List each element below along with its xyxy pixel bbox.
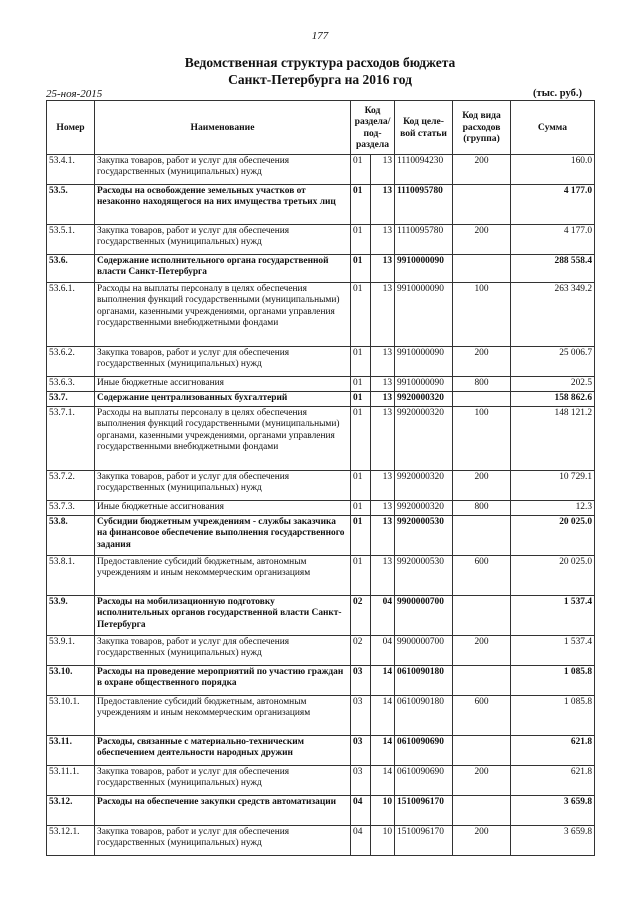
row-subsection-cell: 13 bbox=[371, 155, 395, 185]
row-number-cell: 53.9.1. bbox=[47, 636, 95, 666]
row-name-cell: Содержание исполнительного органа государственной власти Санкт-Петербурга bbox=[95, 255, 351, 283]
row-target-cell: 1110095780 bbox=[395, 185, 453, 225]
table-row bbox=[47, 556, 595, 596]
row-section-cell: 04 bbox=[351, 796, 371, 826]
row-amount-cell: 4 177.0 bbox=[511, 225, 595, 255]
table-row bbox=[47, 696, 595, 736]
row-section-cell: 01 bbox=[351, 516, 371, 556]
row-number-cell: 53.6. bbox=[47, 255, 95, 283]
row-number-cell: 53.7.1. bbox=[47, 407, 95, 471]
row-target-cell: 9900000700 bbox=[395, 596, 453, 636]
row-amount-cell: 3 659.8 bbox=[511, 796, 595, 826]
row-target-cell: 1110095780 bbox=[395, 225, 453, 255]
row-subsection-cell: 13 bbox=[371, 347, 395, 377]
row-target-cell: 9920000320 bbox=[395, 501, 453, 516]
row-number-cell: 53.8.1. bbox=[47, 556, 95, 596]
row-subsection-cell: 13 bbox=[371, 225, 395, 255]
row-target-cell: 0610090180 bbox=[395, 696, 453, 736]
row-subsection-cell: 13 bbox=[371, 516, 395, 556]
row-expense-type-cell: 100 bbox=[453, 407, 511, 471]
budget-table bbox=[46, 100, 595, 856]
row-target-cell: 9910000090 bbox=[395, 377, 453, 392]
row-expense-type-cell: 800 bbox=[453, 377, 511, 392]
row-number-cell: 53.9. bbox=[47, 596, 95, 636]
row-name-cell: Расходы, связанные с материально-техническим обеспечением деятельности народных дружин bbox=[95, 736, 351, 766]
row-name-cell: Предоставление субсидий бюджетным, автономным учреждениям и иным некоммерческим организациям bbox=[95, 556, 351, 596]
row-amount-cell: 20 025.0 bbox=[511, 516, 595, 556]
row-amount-cell: 621.8 bbox=[511, 766, 595, 796]
row-name-cell: Расходы на проведение мероприятий по участию граждан в охране общественного порядка bbox=[95, 666, 351, 696]
table-row bbox=[47, 596, 595, 636]
row-expense-type-cell: 200 bbox=[453, 471, 511, 501]
row-name-cell: Расходы на обеспечение закупки средств автоматизации bbox=[95, 796, 351, 826]
column-header-number: Номер bbox=[47, 101, 95, 155]
row-target-cell: 1510096170 bbox=[395, 826, 453, 856]
table-row bbox=[47, 377, 595, 392]
row-subsection-cell: 13 bbox=[371, 471, 395, 501]
row-section-cell: 02 bbox=[351, 636, 371, 666]
row-amount-cell: 20 025.0 bbox=[511, 556, 595, 596]
row-expense-type-cell: 200 bbox=[453, 766, 511, 796]
units-label: (тыс. руб.) bbox=[533, 88, 582, 99]
table-row bbox=[47, 516, 595, 556]
row-subsection-cell: 10 bbox=[371, 826, 395, 856]
row-subsection-cell: 14 bbox=[371, 666, 395, 696]
row-expense-type-cell bbox=[453, 392, 511, 407]
row-amount-cell: 158 862.6 bbox=[511, 392, 595, 407]
row-section-cell: 03 bbox=[351, 696, 371, 736]
table-row bbox=[47, 407, 595, 471]
row-number-cell: 53.8. bbox=[47, 516, 95, 556]
row-target-cell: 9920000320 bbox=[395, 392, 453, 407]
row-name-cell: Закупка товаров, работ и услуг для обеспечения государственных (муниципальных) нужд bbox=[95, 471, 351, 501]
row-amount-cell: 12.3 bbox=[511, 501, 595, 516]
row-amount-cell: 1 537.4 bbox=[511, 636, 595, 666]
table-body bbox=[47, 155, 595, 856]
row-amount-cell: 621.8 bbox=[511, 736, 595, 766]
table-row bbox=[47, 736, 595, 766]
table-row bbox=[47, 225, 595, 255]
row-name-cell: Расходы на мобилизационную подготовку исполнительных органов государственной власти Санкт-Петербурга bbox=[95, 596, 351, 636]
row-expense-type-cell: 200 bbox=[453, 636, 511, 666]
row-number-cell: 53.11.1. bbox=[47, 766, 95, 796]
row-subsection-cell: 04 bbox=[371, 596, 395, 636]
row-target-cell: 9920000530 bbox=[395, 556, 453, 596]
row-section-cell: 01 bbox=[351, 155, 371, 185]
row-amount-cell: 25 006.7 bbox=[511, 347, 595, 377]
row-section-cell: 03 bbox=[351, 666, 371, 696]
row-name-cell: Закупка товаров, работ и услуг для обеспечения государственных (муниципальных) нужд bbox=[95, 225, 351, 255]
table-row bbox=[47, 826, 595, 856]
row-section-cell: 01 bbox=[351, 377, 371, 392]
row-number-cell: 53.10.1. bbox=[47, 696, 95, 736]
row-target-cell: 0610090690 bbox=[395, 766, 453, 796]
row-amount-cell: 263 349.2 bbox=[511, 283, 595, 347]
column-header-section: Код раздела/ под- раздела bbox=[351, 101, 395, 155]
row-target-cell: 9920000530 bbox=[395, 516, 453, 556]
row-amount-cell: 10 729.1 bbox=[511, 471, 595, 501]
row-section-cell: 01 bbox=[351, 185, 371, 225]
row-section-cell: 01 bbox=[351, 347, 371, 377]
row-expense-type-cell bbox=[453, 596, 511, 636]
row-number-cell: 53.12. bbox=[47, 796, 95, 826]
row-name-cell: Закупка товаров, работ и услуг для обеспечения государственных (муниципальных) нужд bbox=[95, 636, 351, 666]
row-section-cell: 03 bbox=[351, 766, 371, 796]
row-name-cell: Закупка товаров, работ и услуг для обеспечения государственных (муниципальных) нужд bbox=[95, 766, 351, 796]
row-name-cell: Расходы на выплаты персоналу в целях обеспечения выполнения функций государственными (муниципальными) органами, казенными учреждениями, органами управления государственными внебюджетными фондами bbox=[95, 407, 351, 471]
document-title bbox=[0, 54, 640, 88]
row-expense-type-cell: 100 bbox=[453, 283, 511, 347]
row-target-cell: 0610090180 bbox=[395, 666, 453, 696]
row-expense-type-cell: 600 bbox=[453, 556, 511, 596]
row-target-cell: 9910000090 bbox=[395, 255, 453, 283]
row-target-cell: 1510096170 bbox=[395, 796, 453, 826]
row-section-cell: 01 bbox=[351, 225, 371, 255]
table-row bbox=[47, 766, 595, 796]
row-target-cell: 9900000700 bbox=[395, 636, 453, 666]
column-header-name: Наименование bbox=[95, 101, 351, 155]
row-target-cell: 9920000320 bbox=[395, 407, 453, 471]
row-number-cell: 53.7.3. bbox=[47, 501, 95, 516]
row-amount-cell: 1 085.8 bbox=[511, 666, 595, 696]
row-amount-cell: 1 537.4 bbox=[511, 596, 595, 636]
row-number-cell: 53.12.1. bbox=[47, 826, 95, 856]
row-subsection-cell: 13 bbox=[371, 283, 395, 347]
row-target-cell: 9910000090 bbox=[395, 347, 453, 377]
row-subsection-cell: 13 bbox=[371, 501, 395, 516]
row-amount-cell: 1 085.8 bbox=[511, 696, 595, 736]
table-row bbox=[47, 283, 595, 347]
row-subsection-cell: 13 bbox=[371, 255, 395, 283]
row-name-cell: Иные бюджетные ассигнования bbox=[95, 377, 351, 392]
row-number-cell: 53.5. bbox=[47, 185, 95, 225]
table-row bbox=[47, 471, 595, 501]
row-subsection-cell: 13 bbox=[371, 407, 395, 471]
row-subsection-cell: 13 bbox=[371, 185, 395, 225]
row-subsection-cell: 13 bbox=[371, 556, 395, 596]
row-section-cell: 01 bbox=[351, 283, 371, 347]
title-line-2: Санкт-Петербурга на 2016 год bbox=[228, 72, 412, 87]
row-subsection-cell: 10 bbox=[371, 796, 395, 826]
row-number-cell: 53.4.1. bbox=[47, 155, 95, 185]
row-section-cell: 02 bbox=[351, 596, 371, 636]
column-header-target: Код целе- вой статьи bbox=[395, 101, 453, 155]
row-number-cell: 53.7.2. bbox=[47, 471, 95, 501]
row-amount-cell: 3 659.8 bbox=[511, 826, 595, 856]
row-name-cell: Иные бюджетные ассигнования bbox=[95, 501, 351, 516]
row-name-cell: Предоставление субсидий бюджетным, автономным учреждениям и иным некоммерческим организациям bbox=[95, 696, 351, 736]
table-row bbox=[47, 636, 595, 666]
row-name-cell: Субсидии бюджетным учреждениям - службы заказчика на финансовое обеспечение выполнения государственного задания bbox=[95, 516, 351, 556]
row-section-cell: 01 bbox=[351, 255, 371, 283]
table-header-row bbox=[47, 101, 595, 155]
table-row bbox=[47, 185, 595, 225]
row-target-cell: 1110094230 bbox=[395, 155, 453, 185]
table-row bbox=[47, 666, 595, 696]
row-amount-cell: 160.0 bbox=[511, 155, 595, 185]
row-number-cell: 53.6.3. bbox=[47, 377, 95, 392]
table-row bbox=[47, 255, 595, 283]
table-row bbox=[47, 501, 595, 516]
row-expense-type-cell bbox=[453, 796, 511, 826]
row-amount-cell: 148 121.2 bbox=[511, 407, 595, 471]
row-section-cell: 04 bbox=[351, 826, 371, 856]
row-name-cell: Закупка товаров, работ и услуг для обеспечения государственных (муниципальных) нужд bbox=[95, 826, 351, 856]
row-amount-cell: 4 177.0 bbox=[511, 185, 595, 225]
title-line-1: Ведомственная структура расходов бюджета bbox=[184, 55, 456, 70]
page-number: 177 bbox=[311, 30, 329, 42]
row-expense-type-cell: 200 bbox=[453, 155, 511, 185]
row-name-cell: Расходы на выплаты персоналу в целях обеспечения выполнения функций государственными (муниципальными) органами, казенными учреждениями, органами управления государственными внебюджетными фондами bbox=[95, 283, 351, 347]
table-row bbox=[47, 155, 595, 185]
row-target-cell: 9920000320 bbox=[395, 471, 453, 501]
column-header-amount: Сумма bbox=[511, 101, 595, 155]
row-number-cell: 53.5.1. bbox=[47, 225, 95, 255]
row-name-cell: Закупка товаров, работ и услуг для обеспечения государственных (муниципальных) нужд bbox=[95, 347, 351, 377]
row-expense-type-cell bbox=[453, 736, 511, 766]
row-section-cell: 01 bbox=[351, 471, 371, 501]
row-section-cell: 01 bbox=[351, 407, 371, 471]
row-name-cell: Содержание централизованных бухгалтерий bbox=[95, 392, 351, 407]
row-expense-type-cell: 600 bbox=[453, 696, 511, 736]
row-amount-cell: 288 558.4 bbox=[511, 255, 595, 283]
row-target-cell: 0610090690 bbox=[395, 736, 453, 766]
row-number-cell: 53.10. bbox=[47, 666, 95, 696]
row-section-cell: 01 bbox=[351, 556, 371, 596]
row-subsection-cell: 14 bbox=[371, 736, 395, 766]
row-subsection-cell: 14 bbox=[371, 766, 395, 796]
table-row bbox=[47, 392, 595, 407]
row-expense-type-cell: 200 bbox=[453, 826, 511, 856]
row-expense-type-cell bbox=[453, 255, 511, 283]
row-subsection-cell: 04 bbox=[371, 636, 395, 666]
row-number-cell: 53.6.1. bbox=[47, 283, 95, 347]
row-name-cell: Расходы на освобождение земельных участков от незаконно находящегося на них имущества третьих лиц bbox=[95, 185, 351, 225]
row-section-cell: 01 bbox=[351, 392, 371, 407]
row-expense-type-cell bbox=[453, 516, 511, 556]
row-subsection-cell: 13 bbox=[371, 377, 395, 392]
row-expense-type-cell bbox=[453, 185, 511, 225]
row-amount-cell: 202.5 bbox=[511, 377, 595, 392]
row-expense-type-cell: 200 bbox=[453, 225, 511, 255]
row-target-cell: 9910000090 bbox=[395, 283, 453, 347]
row-subsection-cell: 14 bbox=[371, 696, 395, 736]
table-row bbox=[47, 347, 595, 377]
column-header-expense-type: Код вида расходов (группа) bbox=[453, 101, 511, 155]
row-expense-type-cell bbox=[453, 666, 511, 696]
row-subsection-cell: 13 bbox=[371, 392, 395, 407]
row-number-cell: 53.11. bbox=[47, 736, 95, 766]
row-section-cell: 03 bbox=[351, 736, 371, 766]
row-number-cell: 53.6.2. bbox=[47, 347, 95, 377]
row-expense-type-cell: 800 bbox=[453, 501, 511, 516]
row-section-cell: 01 bbox=[351, 501, 371, 516]
row-expense-type-cell: 200 bbox=[453, 347, 511, 377]
document-date: 25-ноя-2015 bbox=[46, 88, 103, 100]
row-number-cell: 53.7. bbox=[47, 392, 95, 407]
table-row bbox=[47, 796, 595, 826]
row-name-cell: Закупка товаров, работ и услуг для обеспечения государственных (муниципальных) нужд bbox=[95, 155, 351, 185]
